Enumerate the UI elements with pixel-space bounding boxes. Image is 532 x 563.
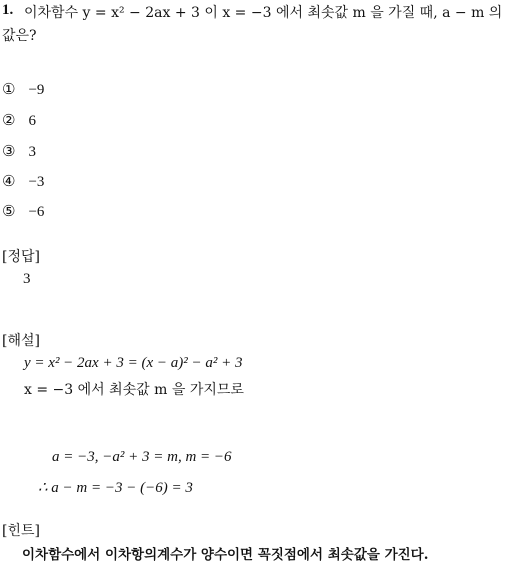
explanation-line-2: x = −3 에서 최솟값 m 을 가지므로: [24, 382, 244, 398]
problem-text-line1: 이차함수 y = x² − 2ax + 3 이 x = −3 에서 최솟값 m 을 가질 때, a − m 의: [24, 5, 503, 21]
choice-marker: ④: [2, 172, 16, 190]
choice-value: −3: [28, 174, 45, 190]
hint-text: 이차함수에서 이차항의계수가 양수이면 꼭짓점에서 최솟값을 가진다.: [22, 547, 429, 563]
answer-heading: [정답]: [2, 249, 40, 265]
choice-5[interactable]: [2, 202, 44, 221]
choice-value: 3: [28, 144, 36, 160]
explanation-line-4: ∴ a − m = −3 − (−6) = 3: [38, 480, 193, 496]
choice-value: 6: [28, 113, 36, 129]
choice-2[interactable]: [2, 111, 36, 130]
hint-heading: [힌트]: [2, 523, 40, 539]
explanation-line-3: a = −3, −a² + 3 = m, m = −6: [52, 449, 232, 465]
choice-value: −9: [28, 82, 45, 98]
choice-marker: ③: [2, 142, 16, 160]
answer-value: 3: [23, 271, 31, 287]
choice-marker: ②: [2, 111, 16, 129]
choice-3[interactable]: [2, 142, 36, 161]
choice-marker: ⑤: [2, 202, 16, 220]
choice-marker: ①: [2, 80, 16, 98]
choice-value: −6: [28, 204, 45, 220]
choice-1[interactable]: [2, 80, 44, 99]
problem-number: 1.: [2, 2, 14, 18]
problem-text-line2: 값은?: [2, 28, 37, 44]
explanation-heading: [해설]: [2, 333, 40, 349]
choice-4[interactable]: [2, 172, 44, 191]
explanation-line-1: y = x² − 2ax + 3 = (x − a)² − a² + 3: [24, 355, 243, 371]
